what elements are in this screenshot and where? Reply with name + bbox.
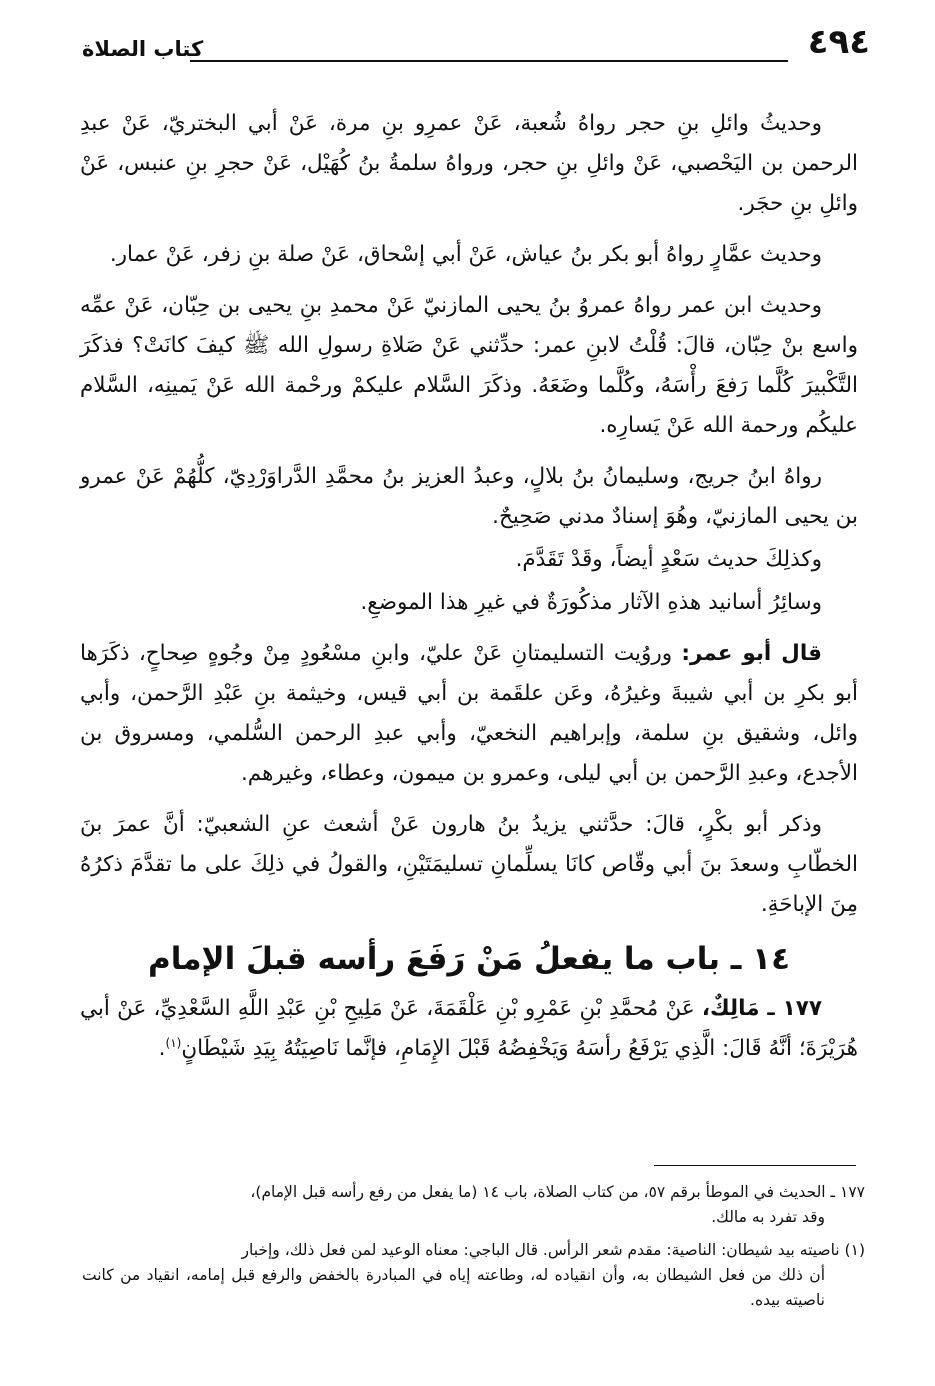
footnote-ref[interactable]: (١) — [165, 1035, 182, 1050]
abu-umar-text: وروُيت التسليمتانِ عَنْ عليّ، وابنِ مسْعُودٍ مِنْ وجُوهٍ صِحاحٍ، ذكَرَها أبو بكرِ بن أبي شيبةَ وغيرُهُ، وعَن علقَمة بن أبي قيس، وخيثمة بنِ عَبْدِ الرَّحمن، وأبي وائل، وشقيق بنِ سلمة، وإبراهيم النخعيّ، وأبي عبدِ الرحمن السُّلمي، ومسروق بن الأجدع، وعبدِ الرَّحمن بن أبي ليلى، وعمرو بن ميمون، وعطاء، وغيرهم. — [80, 641, 858, 786]
paragraph-saad: وكذلِكَ حديث سَعْدٍ أيضاً، وقَدْ تَقَدَّمَ. — [515, 547, 822, 572]
running-header — [82, 22, 870, 68]
footnote-1 — [82, 1238, 865, 1313]
paragraph-ammar: وحديث عمَّارٍ رواهُ أبو بكر بنُ عياش، عَنْ أبي إسْحاق، عَنْ صلة بنِ زفر، عَنْ عمار. — [109, 242, 822, 267]
page-number: ٤٩٤ — [807, 22, 870, 62]
paragraph-asanid: وسائِرُ أسانيد هذهِ الآثار مذكُورَةٌ في غيرِ هذا الموضعِ. — [360, 590, 822, 615]
footnotes — [82, 1180, 865, 1321]
hadith-number-lead: ١٧٧ ـ مَالِكٌ، — [701, 996, 822, 1021]
footnote-177 — [82, 1180, 865, 1230]
main-text — [80, 104, 858, 1080]
header-rule — [190, 60, 788, 62]
hadith-text: عَنْ مُحمَّدِ بْنِ عَمْرِو بْنِ عَلْقَمَةَ، عَنْ مَلِيحِ بْنِ عَبْدِ اللَّهِ السَّعْدِيِّ، عَنْ أبي هُرَيْرَةَ؛ أنَّهُ قَالَ: الَّذِي يَرْفَعُ رأسَهُ وَيَخْفِضُهُ قَبْلَ الإِمَامِ، فإنَّما نَاصِيَتُهُ بِيَدِ شَيْطَانٍ — [80, 996, 858, 1061]
chapter-heading: ١٤ ـ باب ما يفعلُ مَنْ رَفَعَ رأسه قبلَ الإمام — [147, 941, 790, 977]
paragraph-abu-umar — [80, 634, 858, 794]
paragraph-ibn-umar: وحديث ابن عمر رواهُ عمروُ بنُ يحيى المازنيّ عَنْ محمدِ بنِ يحيى بن حِبّان، عَنْ عمِّه واسع بنْ حِبّان، قالَ: قُلْتُ لابنِ عمر: حدِّثني عَنْ صَلاةِ رسولِ الله ﷺ كيفَ كانَتْ؟ فذكَرَ التَّكْبيرَ كُلَّما رَفعَ رأْسَهُ، وكُلَّما وضَعَهُ. وذكَرَ السَّلام عليكمْ ورحْمة الله عَنْ يَمينِه، السَّلام عليكُم ورحمة الله عَنْ يَسارِه. — [80, 293, 858, 438]
hadith-end: . — [158, 1036, 166, 1061]
chapter-title: كتاب الصلاة — [82, 37, 204, 61]
paragraph-abu-bakr: وذكر أبو بكْرٍ، قالَ: حدَّثني يزيدُ بنُ هارون عَنْ أشعث عنِ الشعبيّ: أنَّ عمرَ بنَ الخطّابِ وسعدَ بنَ أبي وقّاص كانَا يسلِّمانِ تسليمَتَيْنِ، والقولُ في ذلِكَ على ما تقدَّمَ ذكرُهُ مِنَ الإباحَةِ. — [80, 812, 858, 917]
footnote-1-line1: (١) ناصيته بيد شيطان: الناصية: مقدم شعر الرأس. قال الباجي: معناه الوعيد لمن فعل ذلك، وإخبار — [241, 1241, 865, 1259]
footnote-rule — [654, 1165, 856, 1166]
abu-umar-lead: قال أبو عمر: — [681, 641, 822, 666]
hadith-177 — [80, 989, 858, 1069]
paragraph-wail: وحديثُ وائلِ بنِ حجر رواهُ شُعبة، عَنْ عمرِو بنِ مرة، عَنْ أبي البختريّ، عَنْ عبدِ الرحمن بن اليَحْصبي، عَنْ وائلِ بنِ حجر، ورواهُ سلمةُ بنُ كُهَيْل، عَنْ حجرِ بنِ عنبس، عَنْ وائلِ بنِ حجَر. — [80, 111, 858, 216]
footnote-177-line2: وقد تفرد به مالك. — [711, 1208, 825, 1226]
footnote-177-line1: ١٧٧ ـ الحديث في الموطأ برقم ٥٧، من كتاب الصلاة، باب ١٤ (ما يفعل من رفع رأسه قبل الإمام)، — [250, 1183, 865, 1201]
footnote-1-cont: أن ذلك من فعل الشيطان به، وأن انقياده له، وطاعته إياه في المبادرة بالخفض والرفع قبل إمامه، انقياد من كانت ناصيته بيده. — [82, 1266, 825, 1309]
paragraph-narrators: رواهُ ابنُ جريج، وسليمانُ بنُ بلالٍ، وعبدُ العزيز بنُ محمَّدِ الدَّراوَرْدِيّ، كلُّهُمْ عَنْ عمرو بن يحيى المازنيّ، وهُوَ إسنادٌ مدني صَحِيحٌ. — [80, 464, 858, 529]
